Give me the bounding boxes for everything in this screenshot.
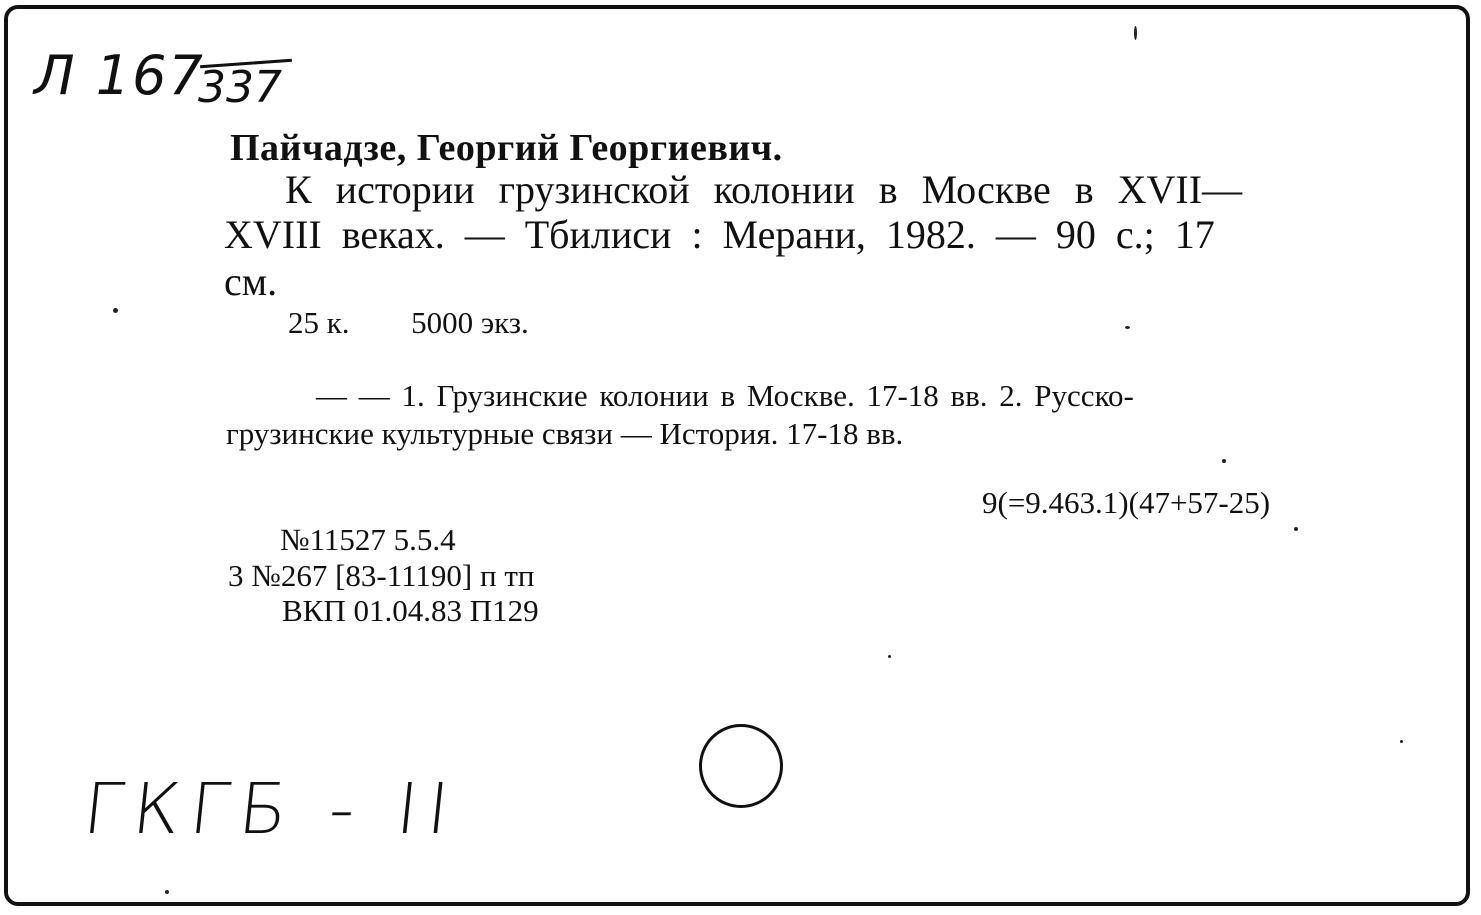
scan-speck [888,655,891,658]
price: 25 к. [288,305,350,340]
scan-speck [1125,326,1130,329]
handwritten-code: ГКГБ - II [79,768,463,850]
shelf-mark-sub: 337 [198,62,282,113]
author-heading: Пайчадзе, Георгий Георгиевич. [230,127,783,169]
scan-speck [1134,26,1137,40]
copies: 5000 экз. [411,305,529,340]
classification-index: 9(=9.463.1)(47+57-25) [982,485,1271,520]
title-line-3: см. [224,259,278,304]
scan-speck [1222,459,1226,463]
title-line-2: XVIII веках. — Тбилиси : Мерани, 1982. — 90 с.; 17 [224,212,1215,257]
title-line-1: К истории грузинской колонии в Москве в XVII— [285,167,1243,212]
subjects-line-2: грузинские культурные связи — История. 17-18 вв. [226,416,904,451]
subjects-line-1: — — 1. Грузинские колонии в Москве. 17-18 вв. 2. Русско- [316,378,1134,413]
scan-speck [113,308,118,313]
shelf-mark: Л 167 [34,44,205,107]
price-copies-line [288,305,529,341]
scan-speck [1294,527,1298,531]
scan-speck [1400,740,1403,743]
scan-speck [165,890,169,894]
meta-line-1: №11527 5.5.4 [280,522,456,557]
card-hole-circle [699,724,783,808]
meta-line-3: ВКП 01.04.83 П129 [282,593,539,628]
meta-line-2: 3 №267 [83-11190] п тп [228,558,535,593]
